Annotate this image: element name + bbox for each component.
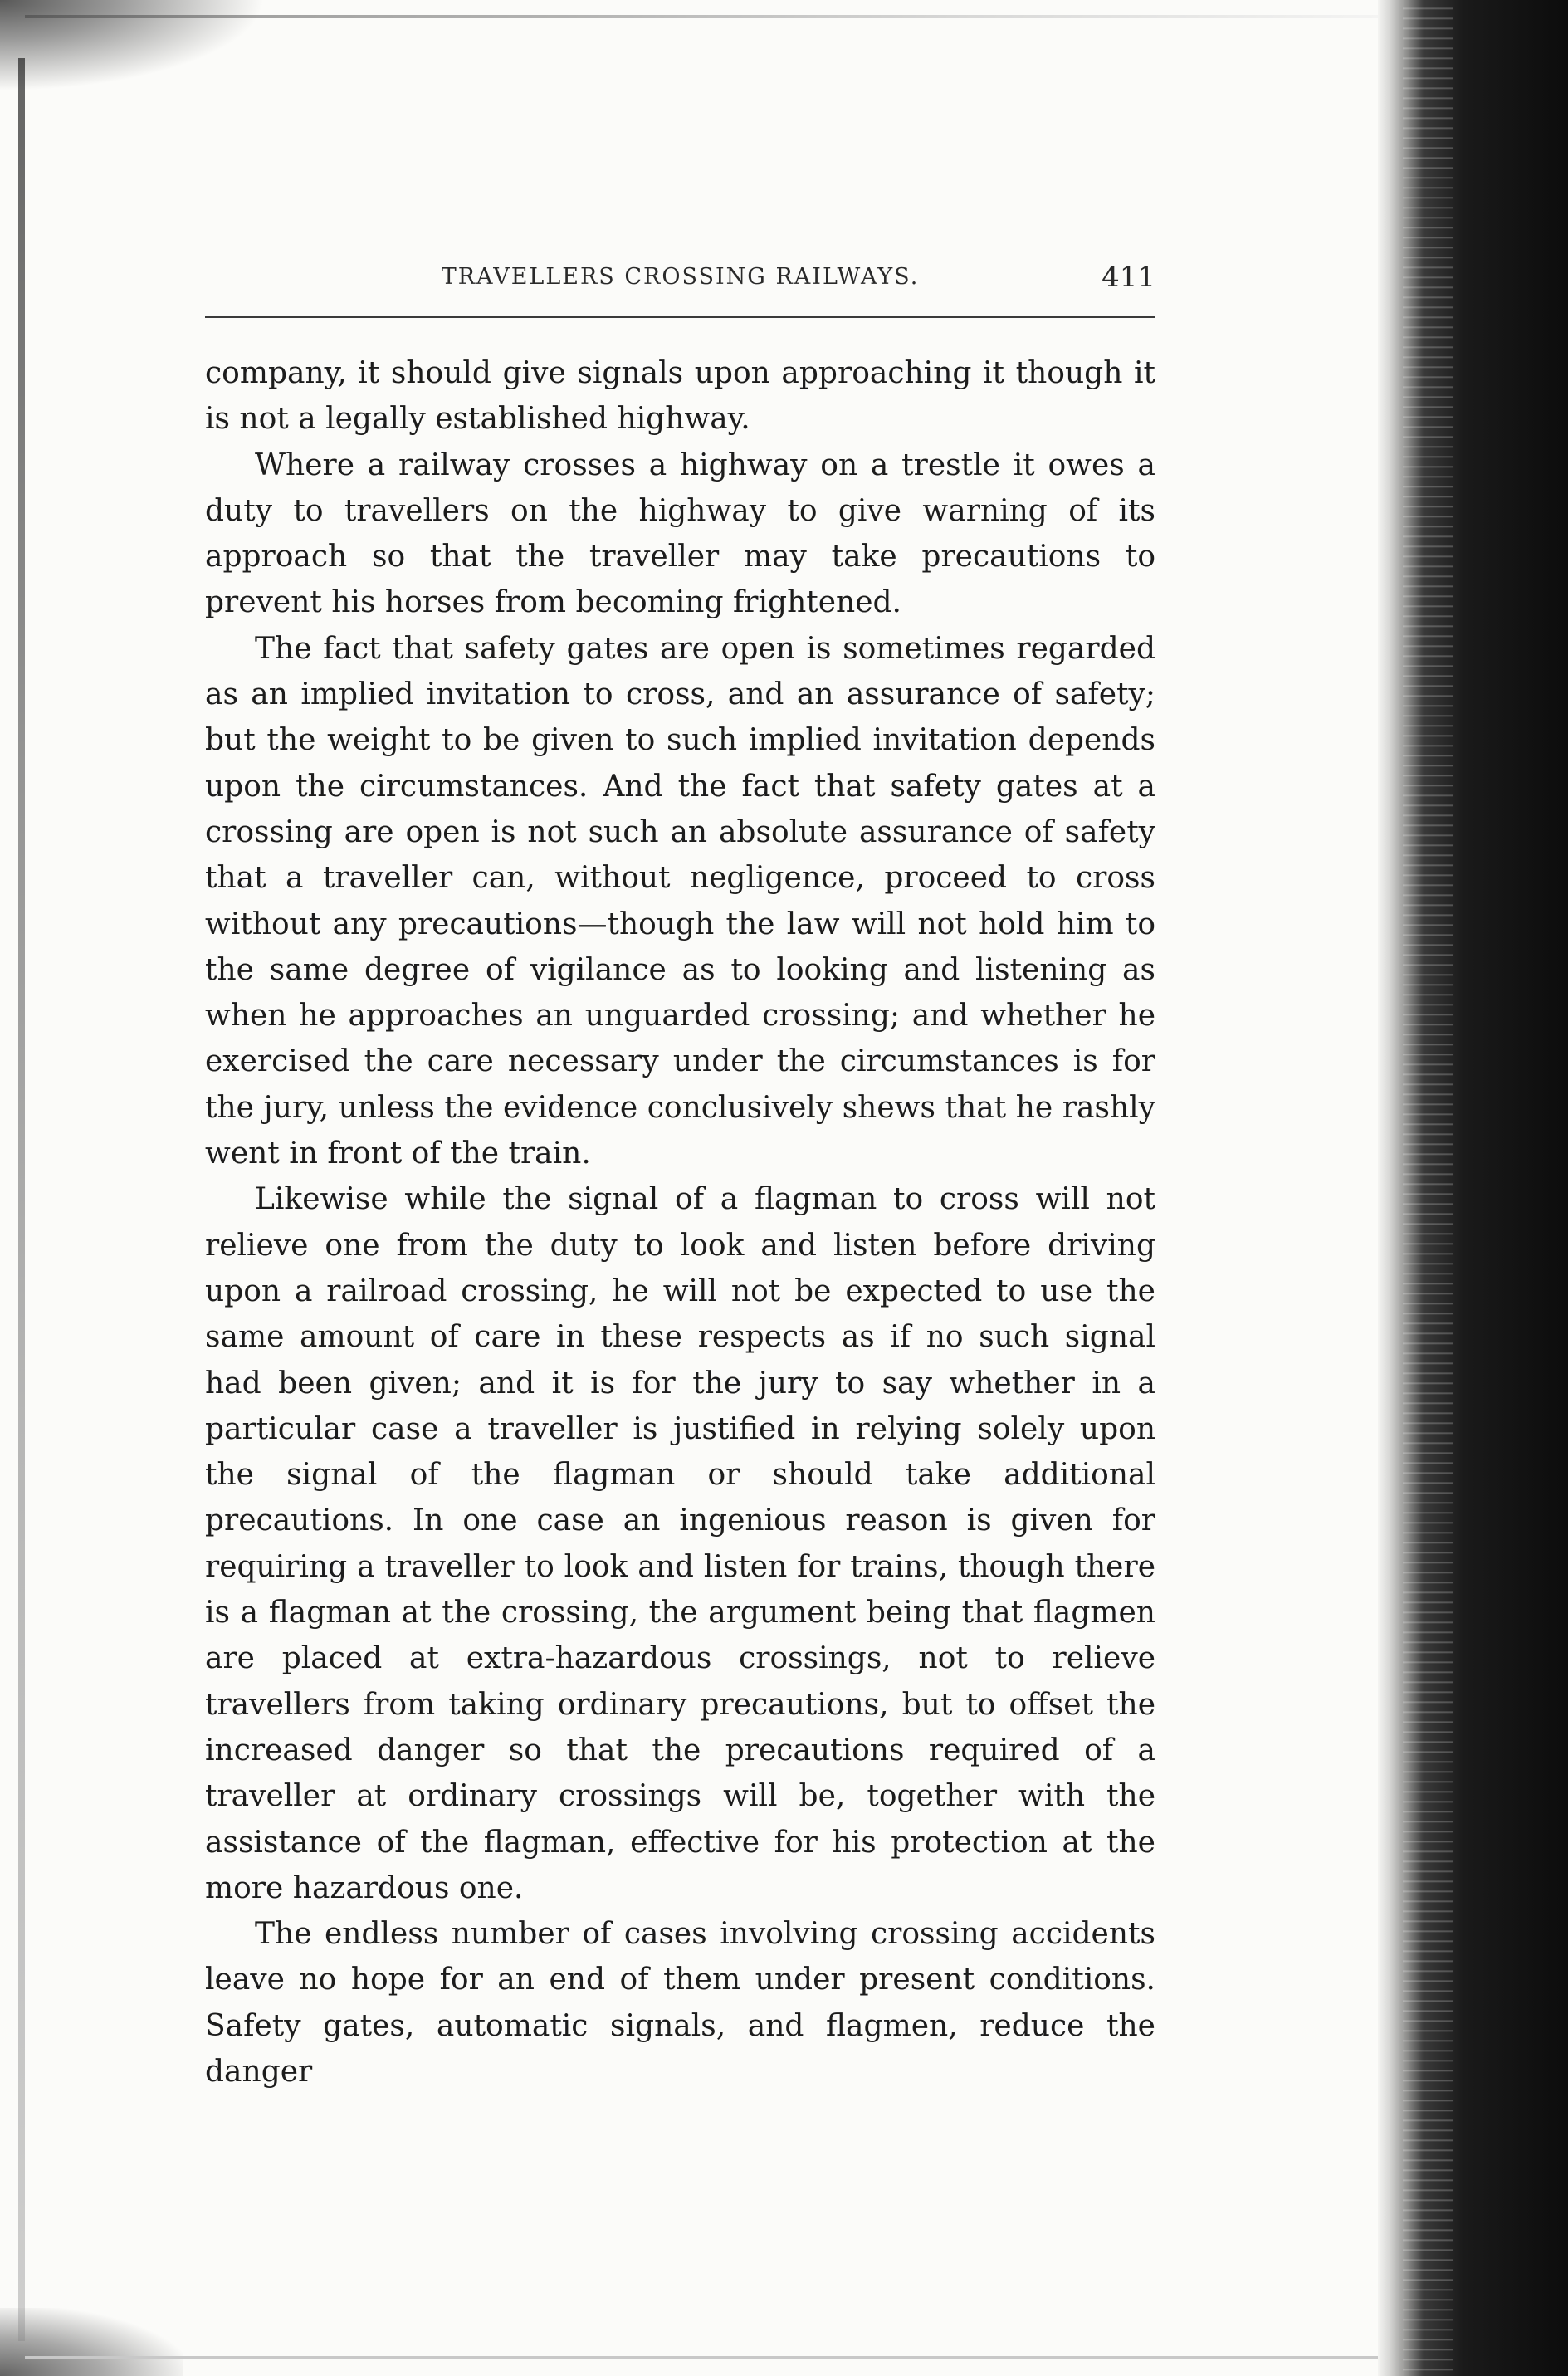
paragraph-safety-gates: The fact that safety gates are open is sometimes regarded as an implied invitation to cross, and an assurance of safety; but the weight to be given to such implied invitation depends upon the circumstances. And the fact that safety gates at a crossing are open is not such an absolute assurance of safety that a traveller can, without negligence, proceed to cross without any precautions—though the law will not hold him to the same degree of vigilance as to looking and listening as when he approaches an unguarded crossing; and whether he exercised the care necessary under the circumstances is for the jury, unless the evidence conclusively shews that he rashly went in front of the train. xyxy=(205,631,1155,1171)
page-edge-bottom xyxy=(25,2356,1386,2359)
scan-shadow-bottom-left xyxy=(0,2308,183,2376)
paragraph-trestle: Where a railway crosses a highway on a trestle it owes a duty to travellers on the highway to give warning of its approach so that the traveller may take precautions to prevent his horses from becoming frightened. xyxy=(205,447,1155,620)
header-rule xyxy=(205,316,1155,318)
page-edge-left xyxy=(18,58,25,2341)
page-number: 411 xyxy=(1102,261,1155,294)
spine-texture xyxy=(1403,0,1453,2376)
paragraph-continuation: company, it should give signals upon approaching it though it is not a legally established highway. xyxy=(205,356,1155,437)
scan-shadow-top-left xyxy=(0,0,266,91)
paragraph-endless-cases: The endless number of cases involving crossing accidents leave no hope for an end of them under present conditions. Safety gates, automatic signals, and flagmen, reduce the danger xyxy=(205,1917,1155,2089)
page-header xyxy=(205,261,1155,301)
paragraph-flagman: Likewise while the signal of a flagman to cross will not relieve one from the duty to look and listen before driving upon a railroad crossing, he will not be expected to use the same amount of care in these respects as if no such signal had been given; and it is for the jury to say whether in a particular case a traveller is justified in relying solely upon the signal of the flagman or should take additional precautions. In one case an ingenious reason is given for requiring a traveller to look and listen for trains, though there is a flagman at the crossing, the argument being that flagmen are placed at extra-hazardous crossings, not to relieve travellers from taking ordinary precautions, but to offset the increased danger so that the precautions required of a traveller at ordinary crossings will be, together with the assistance of the flagman, effective for his protection at the more hazardous one. xyxy=(205,1182,1155,1905)
page-edge-top xyxy=(25,15,1378,18)
running-head: TRAVELLERS CROSSING RAILWAYS. xyxy=(441,264,920,290)
body-text xyxy=(205,350,1155,2095)
